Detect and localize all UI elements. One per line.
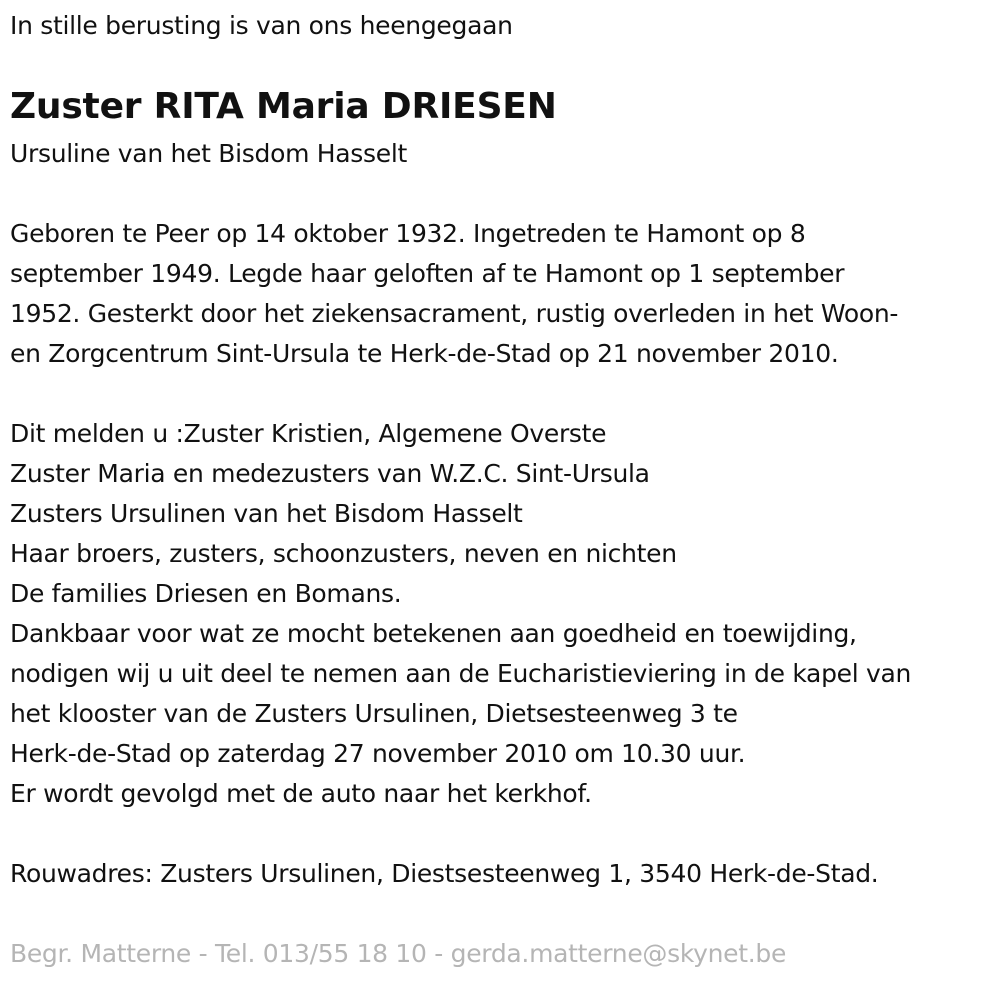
deceased-name: Zuster RITA Maria DRIESEN: [10, 86, 557, 127]
announcement-line: Dankbaar voor wat ze mocht betekenen aan goedheid en toewijding,: [10, 619, 857, 648]
religious-order: Ursuline van het Bisdom Hasselt: [10, 139, 407, 168]
announcement-line: Dit melden u :Zuster Kristien, Algemene Overste: [10, 419, 607, 448]
announcement-line: Er wordt gevolgd met de auto naar het kerkhof.: [10, 779, 592, 808]
announcement-line: Zuster Maria en medezusters van W.Z.C. Sint-Ursula: [10, 459, 650, 488]
announcement-line: De families Driesen en Bomans.: [10, 579, 402, 608]
biography-line: en Zorgcentrum Sint-Ursula te Herk-de-Stad op 21 november 2010.: [10, 339, 839, 368]
announcement-line: Zusters Ursulinen van het Bisdom Hasselt: [10, 499, 523, 528]
biography-line: Geboren te Peer op 14 oktober 1932. Ingetreden te Hamont op 8: [10, 219, 806, 248]
biography-paragraph: [10, 214, 898, 374]
funeral-director-footer: Begr. Matterne - Tel. 013/55 18 10 - gerda.matterne@skynet.be: [10, 939, 787, 968]
announcement-paragraph: [10, 414, 911, 814]
announcement-line: het klooster van de Zusters Ursulinen, Dietsesteenweg 3 te: [10, 699, 738, 728]
announcement-line: nodigen wij u uit deel te nemen aan de Eucharistieviering in de kapel van: [10, 659, 912, 688]
biography-line: september 1949. Legde haar geloften af te Hamont op 1 september: [10, 259, 845, 288]
announcement-line: Haar broers, zusters, schoonzusters, neven en nichten: [10, 539, 677, 568]
biography-line: 1952. Gesterkt door het ziekensacrament, rustig overleden in het Woon-: [10, 299, 899, 328]
intro-text: In stille berusting is van ons heengegaan: [10, 11, 513, 40]
mourning-address: Rouwadres: Zusters Ursulinen, Diestsesteenweg 1, 3540 Herk-de-Stad.: [10, 859, 879, 888]
announcement-line: Herk-de-Stad op zaterdag 27 november 2010 om 10.30 uur.: [10, 739, 746, 768]
